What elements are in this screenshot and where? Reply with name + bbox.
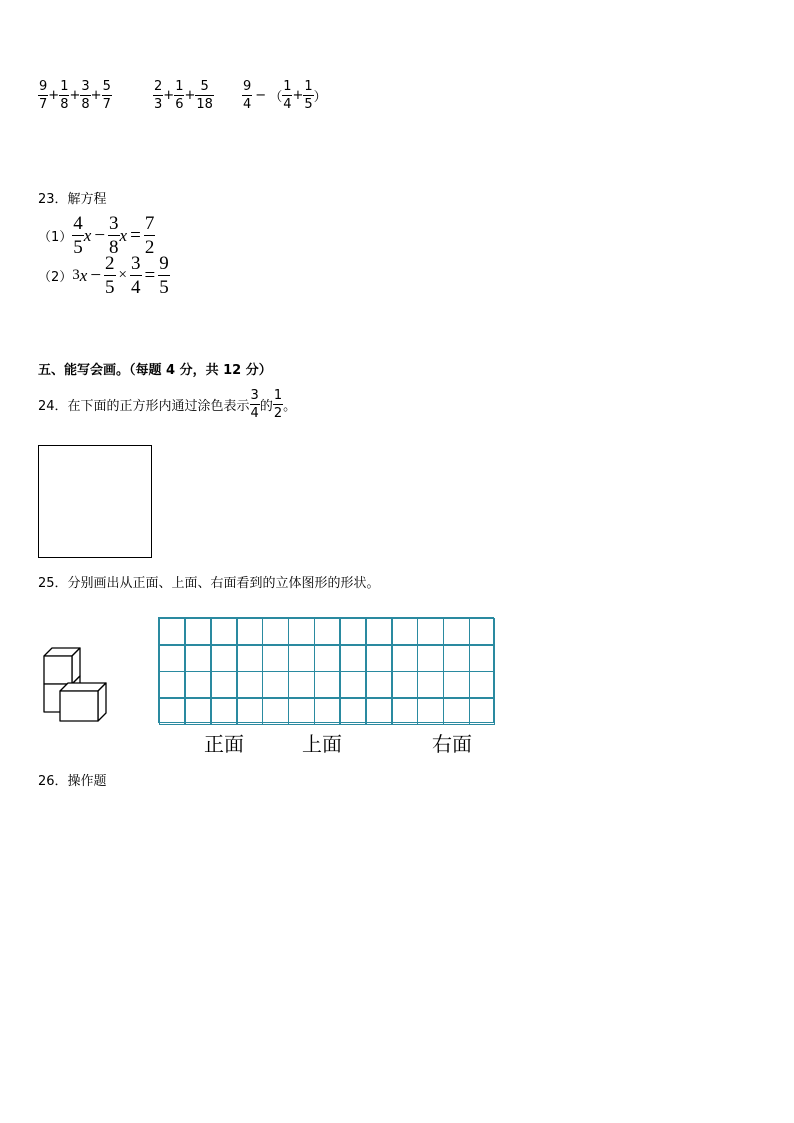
plus-sign: + xyxy=(163,88,175,103)
question-24-prefix: 24．在下面的正方形内通过涂色表示 xyxy=(38,399,250,414)
question-24-text xyxy=(38,389,296,420)
grid-cell[interactable] xyxy=(237,618,263,645)
grid-cell[interactable] xyxy=(469,645,495,672)
question-25-title: 25．分别画出从正面、上面、右面看到的立体图形的形状。 xyxy=(38,576,380,591)
left-paren: （ xyxy=(269,90,283,105)
grid-cell[interactable] xyxy=(237,671,263,698)
variable-x: x xyxy=(83,225,92,245)
label-right-view: 右面 xyxy=(432,732,472,756)
coloring-square[interactable] xyxy=(38,445,152,558)
fraction: $\frac{3}{4}$ xyxy=(131,253,141,298)
grid-cell[interactable] xyxy=(392,618,418,645)
label-top-view: 上面 xyxy=(302,732,342,756)
grid-cell[interactable] xyxy=(314,671,340,698)
label-front-view: 正面 xyxy=(204,732,244,756)
calc-expression-2 xyxy=(153,80,214,111)
right-paren: ） xyxy=(313,90,327,105)
fraction: $\frac{3}{8}$ xyxy=(81,79,90,112)
grid-cell[interactable] xyxy=(392,645,418,672)
fraction: $\frac{1}{6}$ xyxy=(175,79,184,112)
grid-cell[interactable] xyxy=(366,698,392,725)
grid-cell[interactable] xyxy=(211,698,237,725)
grid-cell[interactable] xyxy=(314,698,340,725)
variable-x: x xyxy=(79,265,88,285)
grid-cell[interactable] xyxy=(340,671,366,698)
grid-cell[interactable] xyxy=(469,618,495,645)
grid-cell[interactable] xyxy=(340,645,366,672)
grid-cell[interactable] xyxy=(443,698,469,725)
equals-sign: = xyxy=(144,264,156,286)
grid-cell[interactable] xyxy=(211,618,237,645)
grid-cell[interactable] xyxy=(159,698,185,725)
minus-sign: − xyxy=(94,224,106,246)
fraction: $\frac{1}{2}$ xyxy=(273,388,283,421)
fraction: $\frac{9}{5}$ xyxy=(159,253,169,298)
fraction: $\frac{9}{7}$ xyxy=(39,79,48,112)
drawing-grid[interactable] xyxy=(158,617,494,723)
grid-cell[interactable] xyxy=(288,698,314,725)
fraction: $\frac{1}{4}$ xyxy=(283,79,292,112)
times-sign: × xyxy=(118,267,128,283)
fraction: $\frac{3}{8}$ xyxy=(109,213,119,258)
coefficient: 3 xyxy=(72,267,80,283)
grid-cell[interactable] xyxy=(469,698,495,725)
grid-cell[interactable] xyxy=(185,671,211,698)
grid-cell[interactable] xyxy=(417,618,443,645)
grid-cell[interactable] xyxy=(262,618,288,645)
grid-cell[interactable] xyxy=(237,698,263,725)
grid-cell[interactable] xyxy=(443,671,469,698)
fraction: $\frac{1}{8}$ xyxy=(60,79,69,112)
fraction: $\frac{5}{18}$ xyxy=(196,79,213,112)
fraction: $\frac{4}{5}$ xyxy=(73,213,83,258)
minus-sign: − xyxy=(255,88,267,103)
grid-cell[interactable] xyxy=(159,671,185,698)
plus-sign: + xyxy=(90,88,102,103)
grid-cell[interactable] xyxy=(159,618,185,645)
grid-cell[interactable] xyxy=(159,645,185,672)
grid-cell[interactable] xyxy=(366,645,392,672)
fraction: $\frac{5}{7}$ xyxy=(102,79,111,112)
plus-sign: + xyxy=(69,88,81,103)
calc-expression-1 xyxy=(38,80,112,111)
question-23-title: 23．解方程 xyxy=(38,192,107,207)
grid-cell[interactable] xyxy=(262,671,288,698)
grid-cell[interactable] xyxy=(366,671,392,698)
grid-cell[interactable] xyxy=(469,671,495,698)
plus-sign: + xyxy=(48,88,60,103)
grid-cell[interactable] xyxy=(288,618,314,645)
plus-sign: + xyxy=(292,88,304,103)
grid-cell[interactable] xyxy=(288,645,314,672)
question-24-suffix: 。 xyxy=(283,399,297,414)
grid-cell[interactable] xyxy=(211,671,237,698)
fraction: $\frac{3}{4}$ xyxy=(250,388,259,421)
grid-cell[interactable] xyxy=(185,618,211,645)
grid-cell[interactable] xyxy=(417,645,443,672)
fraction: $\frac{9}{4}$ xyxy=(243,79,252,112)
grid-cell[interactable] xyxy=(417,671,443,698)
grid-cell[interactable] xyxy=(366,618,392,645)
grid-cell[interactable] xyxy=(443,645,469,672)
section-5-heading: 五、能写会画。（每题 4 分，共 12 分） xyxy=(38,363,272,378)
grid-cell[interactable] xyxy=(340,618,366,645)
grid-cell[interactable] xyxy=(262,645,288,672)
equation-label: （2） xyxy=(38,270,73,285)
grid-cell[interactable] xyxy=(314,618,340,645)
grid-cell[interactable] xyxy=(262,698,288,725)
grid-cell[interactable] xyxy=(340,698,366,725)
fraction: $\frac{1}{5}$ xyxy=(304,79,313,112)
grid-cell[interactable] xyxy=(211,645,237,672)
equals-sign: = xyxy=(130,224,141,246)
equation-2 xyxy=(38,254,170,297)
equation-label: （1） xyxy=(38,230,73,245)
question-26-title: 26．操作题 xyxy=(38,774,107,789)
fraction: $\frac{2}{5}$ xyxy=(105,253,115,298)
cube-stack-figure xyxy=(38,644,112,726)
calc-expression-3 xyxy=(242,80,327,111)
equation-1 xyxy=(38,214,155,257)
grid-cell[interactable] xyxy=(185,698,211,725)
grid-cell[interactable] xyxy=(443,618,469,645)
variable-x: x xyxy=(119,225,128,245)
grid-cell[interactable] xyxy=(392,671,418,698)
grid-cell[interactable] xyxy=(417,698,443,725)
grid-cell[interactable] xyxy=(314,645,340,672)
minus-sign: − xyxy=(90,264,102,286)
grid-cell[interactable] xyxy=(237,645,263,672)
fraction: $\frac{7}{2}$ xyxy=(144,213,155,258)
fraction: $\frac{2}{3}$ xyxy=(154,79,163,112)
plus-sign: + xyxy=(184,88,196,103)
question-24-mid: 的 xyxy=(259,399,273,414)
grid-cell[interactable] xyxy=(185,645,211,672)
grid-cell[interactable] xyxy=(288,671,314,698)
grid-cell[interactable] xyxy=(392,698,418,725)
